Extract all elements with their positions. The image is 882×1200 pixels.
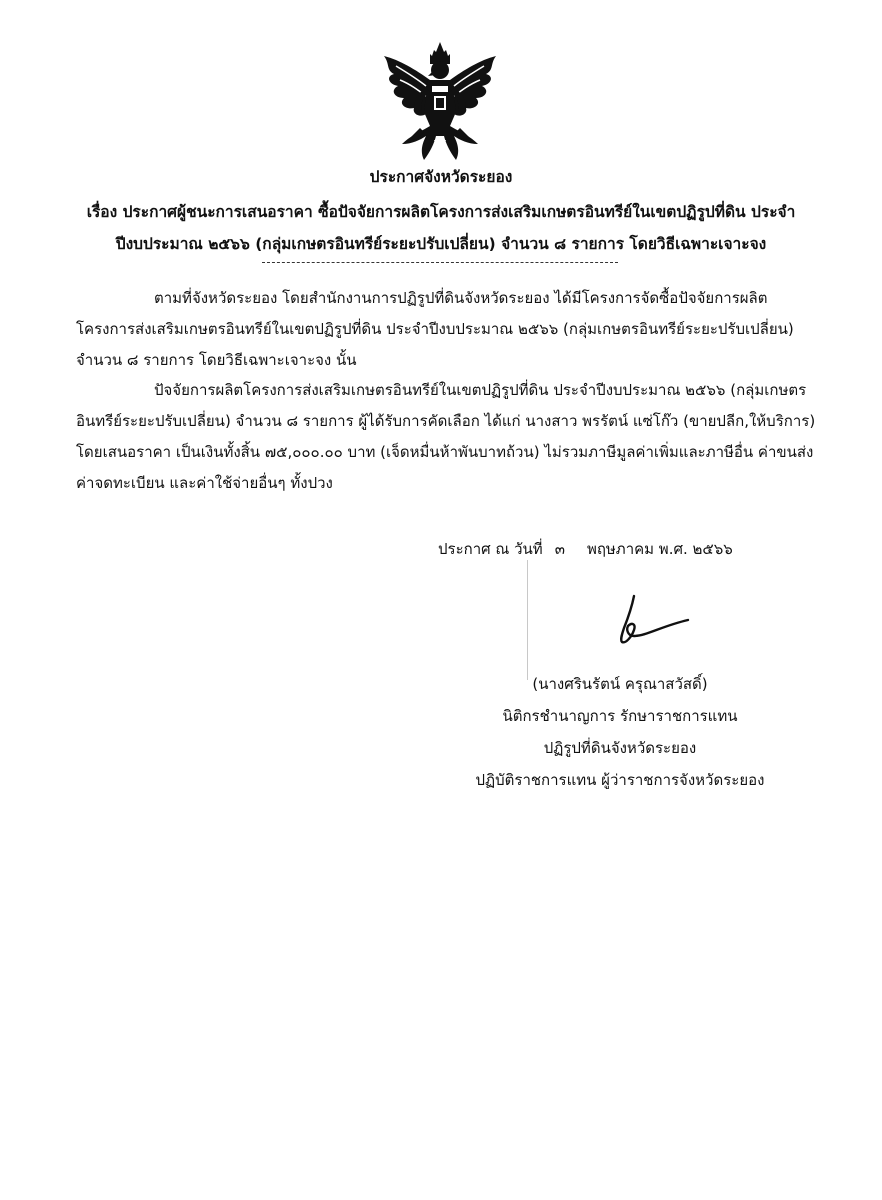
garuda-emblem-icon [376,40,504,164]
date-prefix: ประกาศ ณ วันที่ [438,540,543,558]
scan-artifact-line [527,560,528,680]
signatory-position-2: ปฏิรูปที่ดินจังหวัดระยอง [543,739,697,757]
announcement-subject [60,196,822,260]
paragraph-2: ปัจจัยการผลิตโครงการส่งเสริมเกษตรอินทรีย์ในเขตปฏิรูปที่ดิน ประจำปีงบประมาณ ๒๕๖๖ (กลุ่มเกษตรอินทรีย์ระยะปรับเปลี่ยน) จำนวน ๘ รายการ ผู้ได้รับการคัดเลือก ได้แก่ นางสาว พรรัตน์ แซ่โก๊ว (ขายปลีก,ให้บริการ) โดยเสนอราคา เป็นเงินทั้งสิ้น ๗๕,๐๐๐.๐๐ บาท (เจ็ดหมื่นห้าพันบาทถ้วน) ไม่รวมภาษีมูลค่าเพิ่มและภาษีอื่น ค่าขนส่ง ค่าจดทะเบียน และค่าใช้จ่ายอื่นๆ ทั้งปวง [76,381,816,492]
subject-line-2: ปีงบประมาณ ๒๕๖๖ (กลุ่มเกษตรอินทรีย์ระยะปรับเปลี่ยน) จำนวน ๘ รายการ โดยวิธีเฉพาะเจาะจง [115,235,767,253]
handwritten-signature [612,592,692,648]
date-month-year: พฤษภาคม พ.ศ. ๒๕๖๖ [586,540,733,558]
announcement-date [438,537,733,561]
signatory-block [440,668,800,796]
signatory-position-3: ปฏิบัติราชการแทน ผู้ว่าราชการจังหวัดระยอง [475,771,765,789]
subject-line-1: เรื่อง ประกาศผู้ชนะการเสนอราคา ซื้อปัจจัยการผลิตโครงการส่งเสริมเกษตรอินทรีย์ในเขตปฏิรูปที่ดิน ประจำ [86,203,796,221]
announcement-title: ประกาศจังหวัดระยอง [369,168,513,186]
signatory-position-1: นิติกรชำนาญการ รักษาราชการแทน [502,707,738,725]
divider-line [262,262,618,263]
date-day: ๓ [554,540,565,558]
signatory-name: (นางศรินรัตน์ ครุณาสวัสดิ์) [532,675,708,693]
paragraph-1: ตามที่จังหวัดระยอง โดยสำนักงานการปฏิรูปที่ดินจังหวัดระยอง ได้มีโครงการจัดซื้อปัจจัยการผลิตโครงการส่งเสริมเกษตรอินทรีย์ในเขตปฏิรูปที่ดิน ประจำปีงบประมาณ ๒๕๖๖ (กลุ่มเกษตรอินทรีย์ระยะปรับเปลี่ยน) จำนวน ๘ รายการ โดยวิธีเฉพาะเจาะจง นั้น [76,289,794,369]
